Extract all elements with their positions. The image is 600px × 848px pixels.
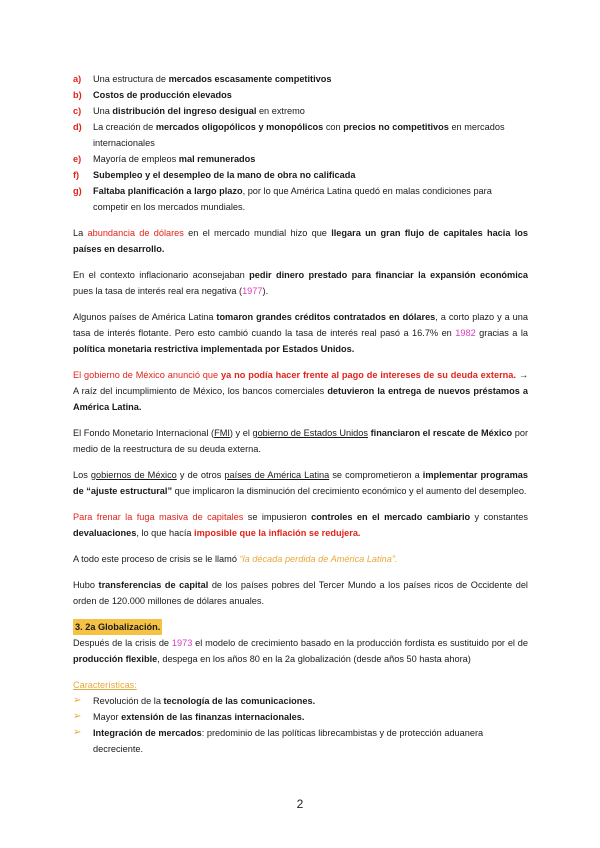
text-run: detuvieron la entrega de nuevos préstamos a América Latina. xyxy=(73,386,528,412)
text-run: La xyxy=(73,228,88,238)
causes-list xyxy=(73,71,528,215)
paragraph xyxy=(73,309,528,357)
text-run: Algunos países de América Latina xyxy=(73,312,217,322)
text-run: , despega en los años 80 en la 2a globalización (desde años 50 hasta ahora) xyxy=(157,654,471,664)
list-item xyxy=(73,119,528,151)
section-title: 3. 2a Globalización. xyxy=(73,619,162,635)
text-run: Faltaba planificación a largo plazo xyxy=(93,186,243,196)
text-run: mal remunerados xyxy=(178,154,256,164)
characteristics-title: Características: xyxy=(73,680,137,690)
text-run: Los xyxy=(73,470,91,480)
text-run: Hubo xyxy=(73,580,99,590)
text-run: implementar programas de “ajuste estructural” xyxy=(73,470,529,496)
paragraph xyxy=(73,467,528,499)
page-content xyxy=(73,71,528,757)
text-run: → A raíz del incumplimiento de México, los bancos comerciales xyxy=(73,370,529,396)
text-run: La creación de xyxy=(93,122,156,132)
body-paragraphs xyxy=(73,225,528,609)
text-run: A todo este proceso de crisis se le llamó xyxy=(73,554,240,564)
list-marker: b) xyxy=(73,90,82,100)
text-run: devaluaciones xyxy=(73,528,137,538)
arrow-bullet-icon: ➢ xyxy=(73,727,82,738)
list-item xyxy=(73,103,528,119)
text-run: ) y el xyxy=(229,428,253,438)
text-run: se impusieron xyxy=(243,512,312,522)
list-item xyxy=(73,151,528,167)
text-run: imposible que la inflación se redujera. xyxy=(194,528,361,538)
text-run: mercados oligopólicos y monopólicos xyxy=(155,122,324,132)
text-run: Para frenar la fuga masiva de capitales xyxy=(73,512,244,522)
text-run: Revolución de la xyxy=(93,696,164,706)
text-run: El gobierno de México anunció que xyxy=(73,370,222,380)
text-run: ya no podía hacer frente al pago de intereses de su deuda externa. xyxy=(221,370,516,380)
text-run: pedir dinero prestado para financiar la expansión económica xyxy=(249,270,528,280)
text-run: por medio de la reestructura de su deuda externa. xyxy=(73,428,529,454)
text-run: 1977 xyxy=(242,286,263,296)
paragraph xyxy=(73,225,528,257)
text-run: en extremo xyxy=(256,106,305,116)
characteristics-heading-row xyxy=(73,677,528,693)
text-run: , a corto plazo y a una tasa de interés flotante. Pero esto cambió cuando la tasa de interés real pasó a 16.7% en xyxy=(73,312,528,338)
text-run: llegara un gran flujo de capitales hacia los países en desarrollo. xyxy=(73,228,528,254)
section-paragraph xyxy=(73,635,528,667)
text-run: 1973 xyxy=(171,638,193,648)
text-run: en mercados internacionales xyxy=(93,122,505,148)
text-run: que implicaron la disminución del crecimiento económico y el aumento del desempleo. xyxy=(172,486,527,496)
text-run: distribución del ingreso desigual xyxy=(112,106,257,116)
list-marker: f) xyxy=(73,170,80,180)
text-run: FMI xyxy=(214,428,230,438)
list-item xyxy=(73,693,528,709)
text-run: gobiernos de México xyxy=(90,470,177,480)
text-run: Mayoría de empleos xyxy=(93,154,179,164)
section-heading-row xyxy=(73,619,528,635)
text-run: Costos de producción elevados xyxy=(93,90,232,100)
text-run: mercados escasamente competitivos xyxy=(168,74,332,84)
list-marker: a) xyxy=(73,74,82,84)
text-run: y constantes xyxy=(470,512,528,522)
list-item xyxy=(73,709,528,725)
text-run: pues la tasa de interés real era negativa ( xyxy=(73,286,243,296)
text-run: transferencias de capital xyxy=(98,580,209,590)
text-run: El Fondo Monetario Internacional ( xyxy=(73,428,215,438)
text-run: En el contexto inflacionario aconsejaban xyxy=(73,270,250,280)
arrow-bullet-icon: ➢ xyxy=(73,711,82,722)
text-run: el modelo de crecimiento basado en la producción fordista es sustituido por el de xyxy=(192,638,529,648)
text-run: países de América Latina xyxy=(224,470,330,480)
characteristics-list xyxy=(73,693,528,757)
list-item xyxy=(73,87,528,103)
text-run: tecnología de las comunicaciones. xyxy=(163,696,316,706)
list-item xyxy=(73,71,528,87)
text-run: política monetaria restrictiva implementada por Estados Unidos. xyxy=(73,344,355,354)
list-marker: e) xyxy=(73,154,82,164)
text-run: precios no competitivos xyxy=(343,122,449,132)
text-run: Después de la crisis de xyxy=(73,638,172,648)
list-marker: d) xyxy=(73,122,82,132)
text-run: con xyxy=(323,122,344,132)
text-run: financiaron el rescate de México xyxy=(370,428,513,438)
text-run: Una xyxy=(93,106,113,116)
paragraph xyxy=(73,425,528,457)
text-run: Una estructura de xyxy=(93,74,169,84)
paragraph xyxy=(73,577,528,609)
list-item xyxy=(73,725,528,757)
text-run: controles en el mercado cambiario xyxy=(311,512,471,522)
text-run: de los países pobres del Tercer Mundo a los países ricos de Occidente del orden de 120.000 millones de dólares anuales. xyxy=(73,580,528,606)
paragraph xyxy=(73,551,528,567)
text-run: Mayor xyxy=(93,712,122,722)
text-run: extensión de las finanzas internacionales. xyxy=(121,712,305,722)
list-item xyxy=(73,167,528,183)
text-run: Subempleo y el desempleo de la mano de obra no calificada xyxy=(93,170,356,180)
page-number: 2 xyxy=(296,797,304,811)
text-run: tomaron grandes créditos contratados en dólares xyxy=(216,312,436,322)
list-marker: g) xyxy=(73,186,82,196)
text-run: , por lo que América Latina quedó en malas condiciones para competir en los mercados mundiales. xyxy=(93,186,492,212)
paragraph xyxy=(73,267,528,299)
text-run: “la década perdida de América Latina”. xyxy=(239,554,398,564)
list-marker: c) xyxy=(73,106,82,116)
text-run: ). xyxy=(262,286,269,296)
list-item xyxy=(73,183,528,215)
paragraph xyxy=(73,509,528,541)
text-run: y de otros xyxy=(176,470,225,480)
text-run: se comprometieron a xyxy=(329,470,423,480)
text-run: gracias a la xyxy=(475,328,528,338)
text-run: en el mercado mundial hizo que xyxy=(183,228,332,238)
text-run: Integración de mercados xyxy=(93,728,202,738)
text-run: abundancia de dólares xyxy=(87,228,184,238)
text-run: producción flexible xyxy=(73,654,158,664)
arrow-bullet-icon: ➢ xyxy=(73,695,82,706)
text-run: 1982 xyxy=(455,328,476,338)
text-run: : predominio de las políticas librecambistas y de protección aduanera decreciente. xyxy=(93,728,484,754)
paragraph xyxy=(73,367,528,415)
text-run: gobierno de Estados Unidos xyxy=(252,428,368,438)
text-run: , lo que hacía xyxy=(136,528,195,538)
